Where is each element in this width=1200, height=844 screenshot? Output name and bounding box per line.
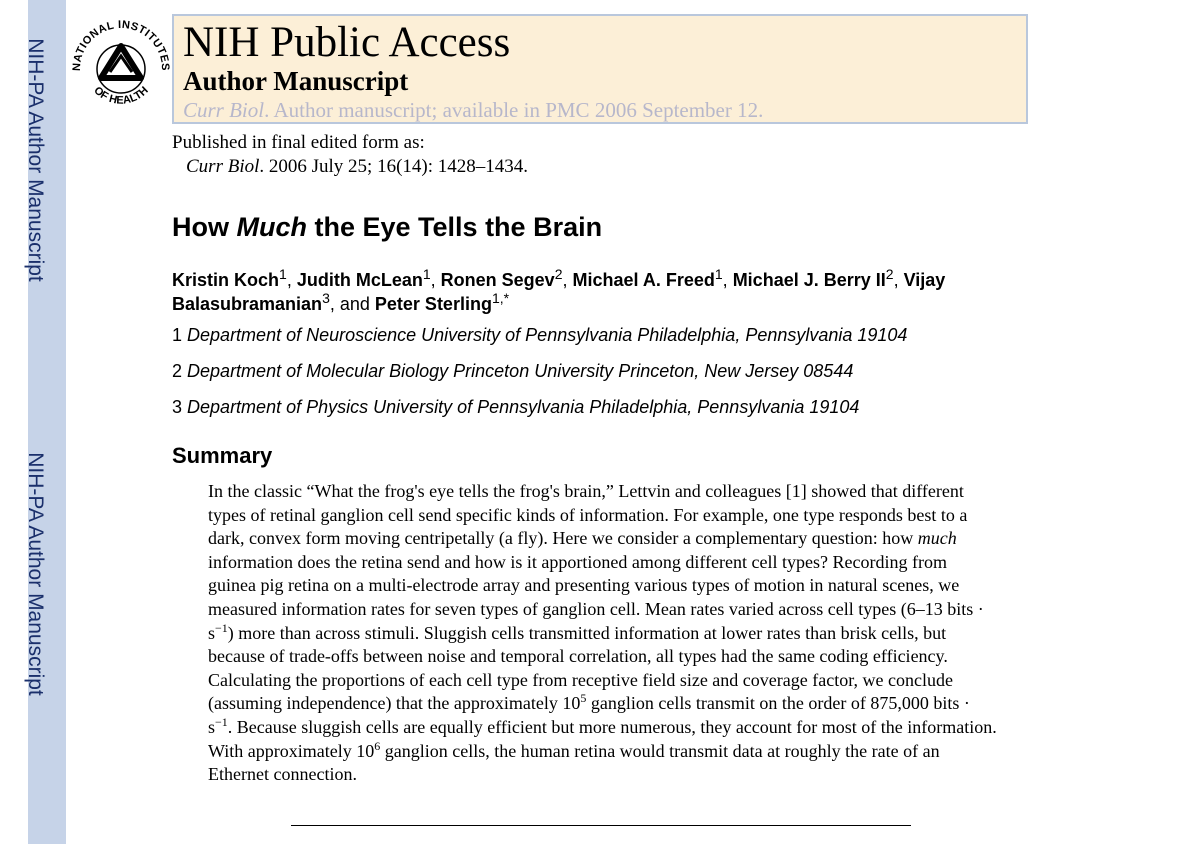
logo-emblem-icon	[97, 45, 145, 93]
author-name: Michael J. Berry II	[732, 270, 886, 290]
banner-journal: Curr Biol	[183, 98, 265, 122]
title-emphasis: Much	[236, 212, 307, 242]
abstract-text: In the classic “What the frog's eye tells the frog's brain,” Lettvin and colleagues [1] showed that different types of retinal ganglion cell send specific kinds of information. For example, one type responds best to a dark, convex form moving centripetally (a fly). Here we consider a complementary question: how	[208, 481, 968, 549]
abstract-text: . Because sluggish cells are equally efficient but more numerous, they account for most of the information. With approximately 10	[208, 716, 997, 761]
logo-text-bottom: OF HEALTH	[91, 84, 151, 107]
banner-availability	[183, 98, 763, 122]
affiliation-text: Department of Physics University of Pennsylvania Philadelphia, Pennsylvania 19104	[187, 397, 860, 417]
author-affil-sup: 2	[885, 266, 894, 282]
author-affil-sup: 1	[422, 266, 431, 282]
nih-public-access-banner	[172, 14, 1028, 124]
author-separator: ,	[893, 270, 904, 290]
author-separator: , and	[329, 294, 375, 314]
publication-info	[172, 131, 528, 179]
author-list	[172, 268, 1042, 316]
title-part-2: the Eye Tells the Brain	[307, 212, 603, 242]
footnote-divider	[291, 825, 911, 826]
banner-title: NIH Public Access	[183, 19, 511, 66]
abstract-text: ganglion cells, the human retina would transmit data at roughly the rate of an Ethernet connection.	[208, 740, 940, 785]
affiliation-number: 1	[172, 325, 183, 345]
author-separator: ,	[286, 270, 297, 290]
abstract-text: ganglion cells transmit on the order of 875,000 bits · s	[208, 693, 970, 737]
publication-label: Published in final edited form as:	[172, 132, 425, 153]
author-affil-sup: 1,*	[491, 290, 510, 306]
sidebar-label-top: NIH-PA Author Manuscript	[24, 38, 47, 282]
author-name: Michael A. Freed	[572, 270, 715, 290]
affiliation-3	[172, 397, 859, 418]
sidebar-label-bottom: NIH-PA Author Manuscript	[24, 452, 47, 696]
author-separator: ,	[430, 270, 441, 290]
affiliation-number: 3	[172, 397, 183, 417]
abstract-superscript: −1	[215, 714, 228, 729]
author-affil-sup: 2	[554, 266, 563, 282]
affiliation-1	[172, 325, 907, 346]
abstract-superscript: −1	[215, 620, 228, 635]
author-affil-sup: 3	[322, 290, 330, 306]
author-affil-sup: 1	[714, 266, 723, 282]
abstract-text: information does the retina send and how is it apportioned among different cell types? Recording from guinea pig retina on a multi-electrode array and presenting various types of motion in natural scenes, we measured information rates for seven types of ganglion cell. Mean rates varied across cell types (6–13 bits · s	[208, 551, 984, 643]
affiliation-text: Department of Molecular Biology Princeton University Princeton, New Jersey 08544	[187, 361, 854, 381]
affiliation-2	[172, 361, 853, 382]
banner-subtitle: Author Manuscript	[183, 66, 409, 96]
author-name: Ronen Segev	[440, 270, 555, 290]
author-affil-sup: 1	[279, 266, 287, 282]
article-title	[172, 212, 602, 243]
author-separator: ,	[562, 270, 573, 290]
title-part-1: How	[172, 212, 237, 242]
author-separator: ,	[722, 270, 733, 290]
author-name: Judith McLean	[296, 270, 423, 290]
summary-abstract	[208, 480, 998, 787]
abstract-superscript: 5	[580, 691, 587, 706]
publication-journal: Curr Biol	[186, 156, 260, 177]
summary-heading: Summary	[172, 443, 273, 468]
logo-text-top: NATIONAL INSTITUTES	[70, 18, 172, 72]
affiliation-number: 2	[172, 361, 183, 381]
abstract-text: ) more than across stimuli. Sluggish cells transmitted information at lower rates than brisk cells, but because of trade-offs between noise and temporal correlation, all types had the same coding efficiency. Calculating the proportions of each cell type from receptive field size and coverage factor, we conclude (assuming independence) that the approximately 10	[208, 622, 953, 714]
author-name: Peter Sterling	[374, 294, 492, 314]
affiliation-text: Department of Neuroscience University of Pennsylvania Philadelphia, Pennsylvania 19104	[187, 325, 908, 345]
abstract-superscript: 6	[374, 738, 381, 753]
publication-citation	[172, 155, 528, 179]
banner-availability-text: . Author manuscript; available in PMC 2006 September 12.	[264, 98, 764, 122]
publication-citation-text: . 2006 July 25; 16(14): 1428–1434.	[259, 156, 529, 177]
author-name: Vijay Balasubramanian	[172, 270, 946, 314]
author-name: Kristin Koch	[172, 270, 280, 290]
abstract-emphasis: much	[917, 528, 957, 549]
nih-logo	[68, 16, 174, 122]
